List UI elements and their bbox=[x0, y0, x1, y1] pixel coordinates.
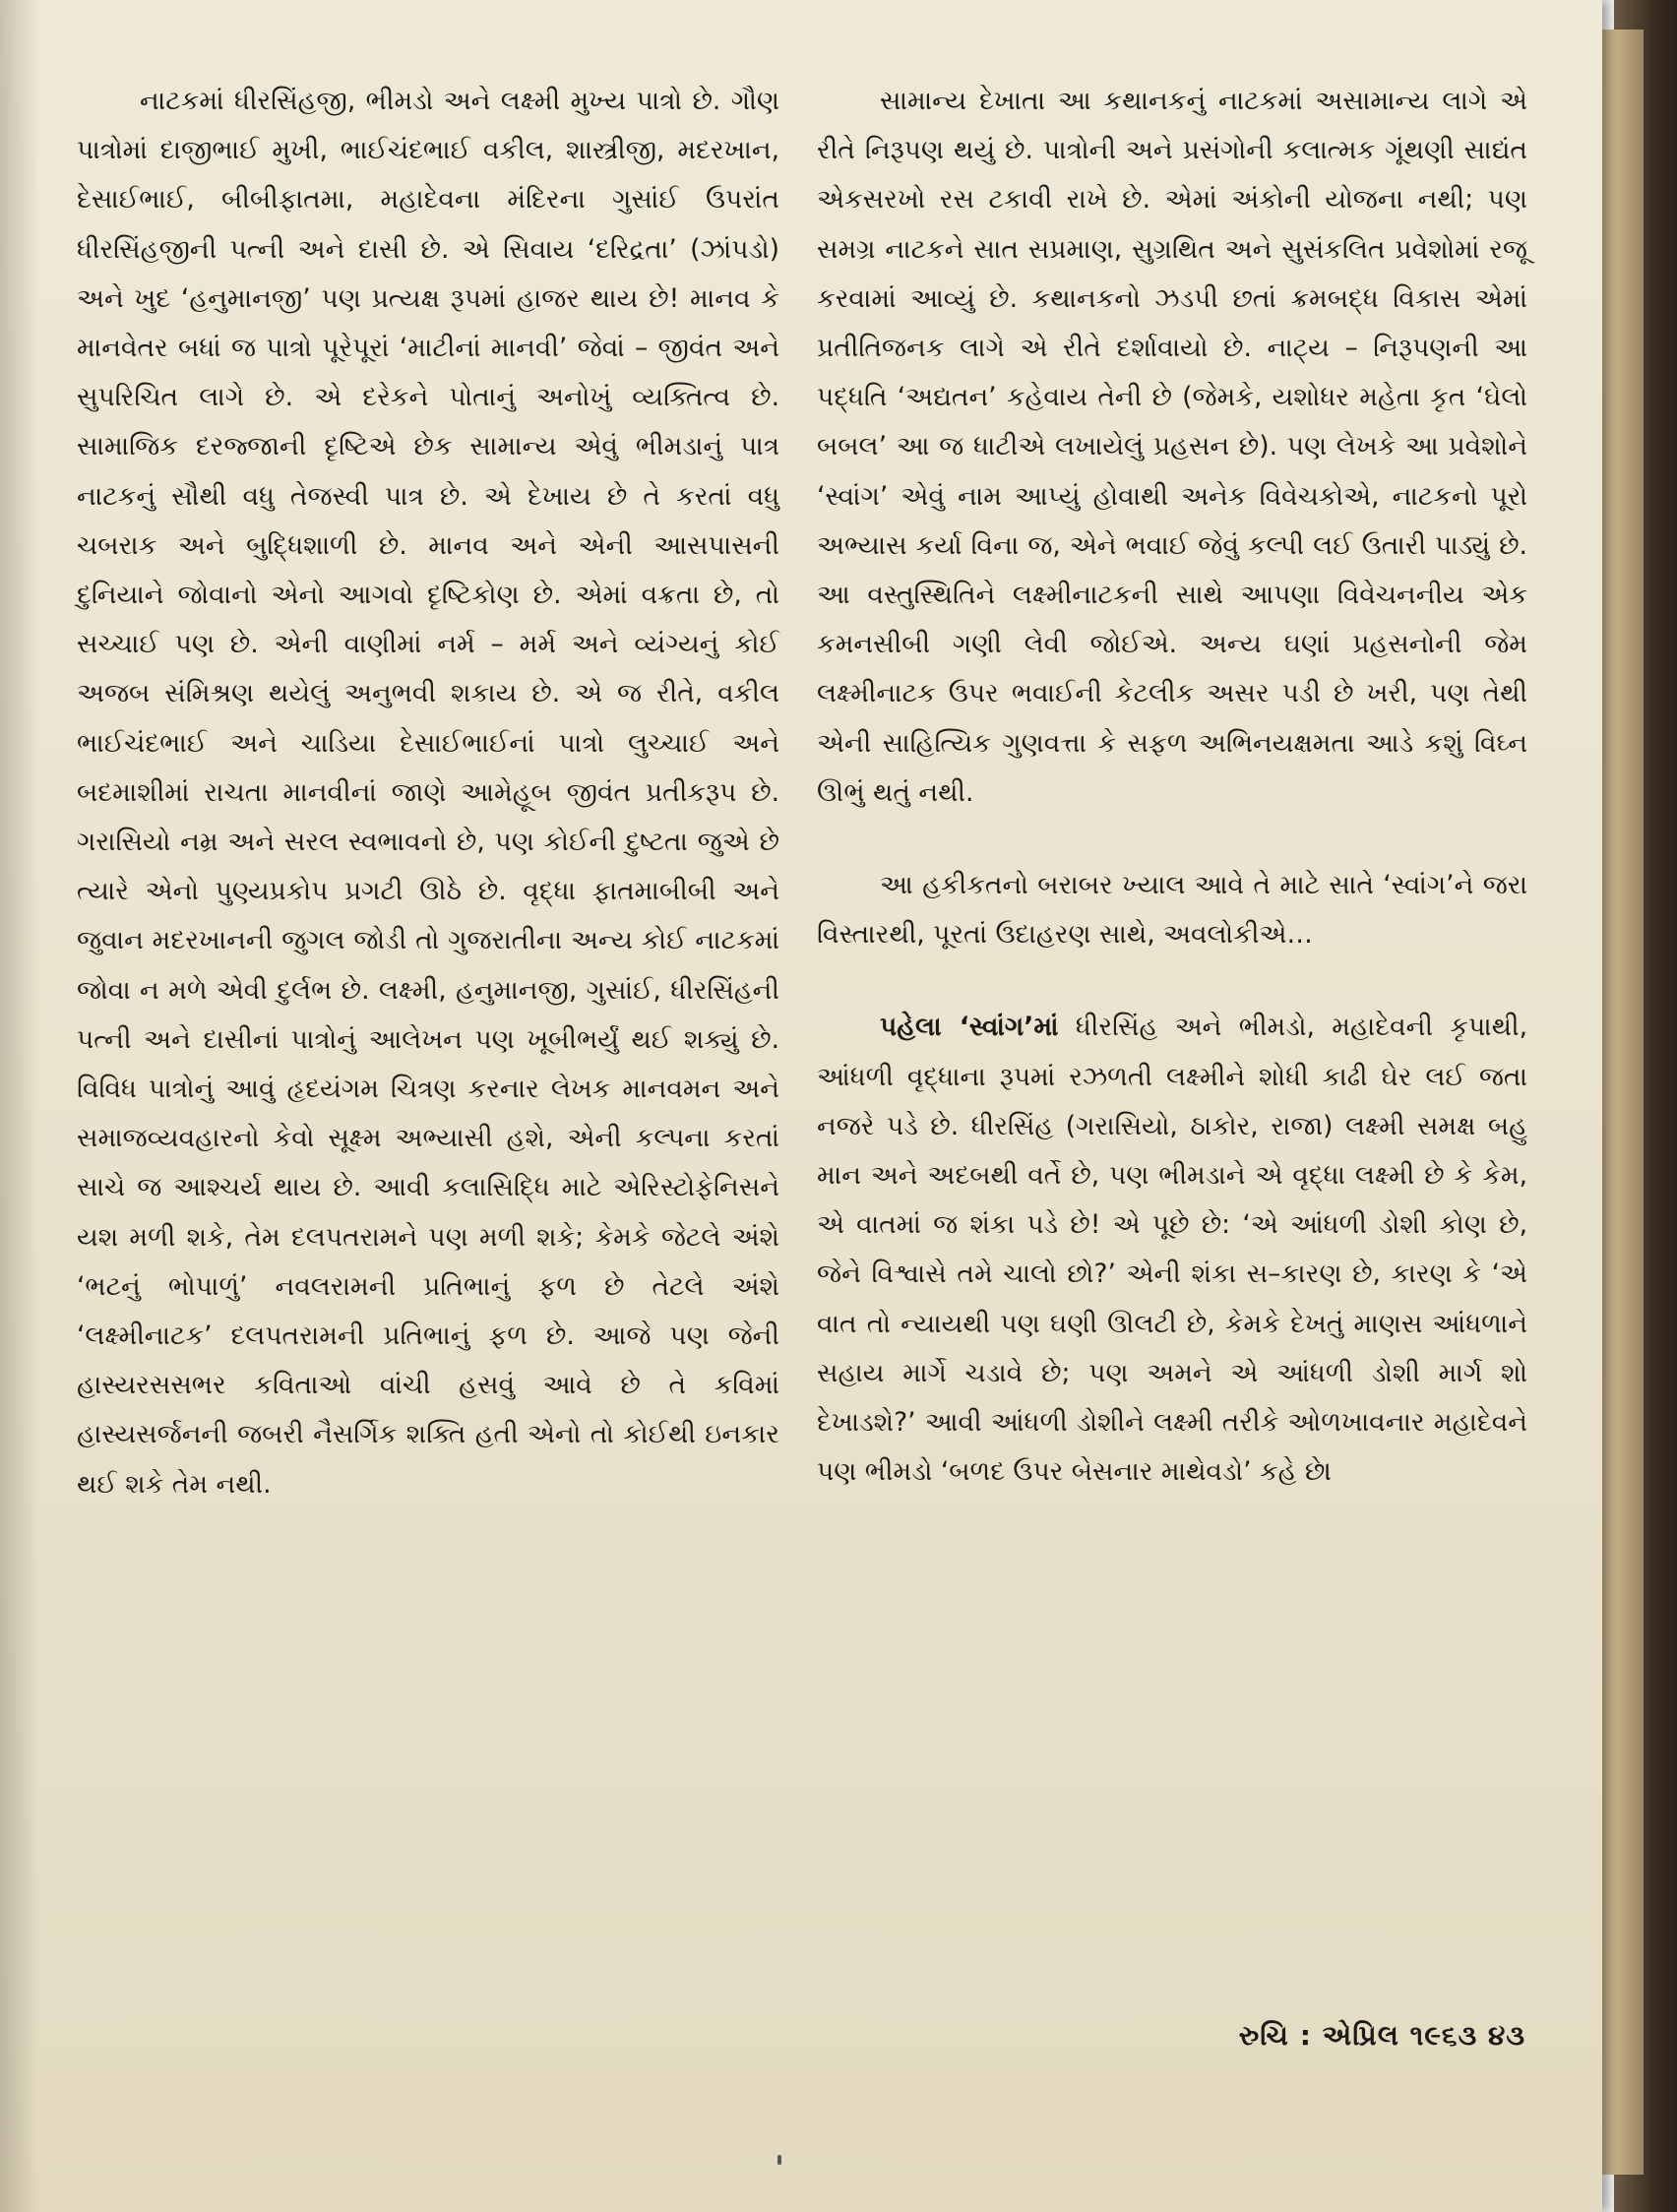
spine-shadow bbox=[0, 0, 39, 2212]
left-column bbox=[77, 77, 779, 1509]
right-column bbox=[817, 77, 1527, 1497]
right-paragraph-1: સામાન્ય દેખાતા આ કથાનકનું નાટકમાં અસામાન્ય લાગે એ રીતે નિરૂપણ થયું છે. પાત્રોની અને પ્રસંગોની કલાત્મક ગૂંથણી સાદ્યંત એકસરખો રસ ટકાવી રાખે છે. એમાં અંકોની યોજના નથી; પણ સમગ્ર નાટકને સાત સપ્રમાણ, સુગ્રથિત અને સુસંકલિત પ્રવેશોમાં રજૂ કરવામાં આવ્યું છે. કથાનકનો ઝડપી છતાં ક્રમબદ્ધ વિકાસ એમાં પ્રતીતિજનક લાગે એ રીતે દર્શાવાયો છે. નાટ્ય – નિરૂપણની આ પદ્ધતિ ‘અદ્યતન’ કહેવાય તેની છે (જેમકે, યશોધર મહેતા કૃત ‘ઘેલો બબલ’ આ જ ધાટીએ લખાયેલું પ્રહસન છે). પણ લેખકે આ પ્રવેશોને ‘સ્વાંગ’ એવું નામ આપ્યું હોવાથી અનેક વિવેચકોએ, નાટકનો પૂરો અભ્યાસ કર્યા વિના જ, એને ભવાઈ જેવું કલ્પી લઈ ઉતારી પાડ્યું છે. આ વસ્તુસ્થિતિને લક્ષ્મીનાટકની સાથે આપણા વિવેચનનીય એક કમનસીબી ગણી લેવી જોઈએ. અન્ય ઘણાં પ્રહસનોની જેમ લક્ષ્મીનાટક ઉપર ભવાઈની કેટલીક અસર પડી છે ખરી, પણ તેથી એની સાહિત્યિક ગુણવત્તા કે સફળ અભિનયક્ષમતા આડે કશું વિઘ્ન ઊભું થતું નથી. bbox=[817, 86, 1527, 808]
paragraph-gap bbox=[817, 818, 1527, 861]
right-paragraph-3-text: ધીરસિંહ અને ભીમડો, મહાદેવની કૃપાથી, આંધળી વૃદ્ધાના રૂપમાં રઝળતી લક્ષ્મીને શોધી કાઢી ઘેર લઈ જતા નજરે પડે છે. ધીરસિંહ (ગરાસિયો, ઠાકોર, રાજા) લક્ષ્મી સમક્ષ બહુ માન અને અદબથી વર્તે છે, પણ ભીમડાને એ વૃદ્ધા લક્ષ્મી છે કે કેમ, એ વાતમાં જ શંકા પડે છે! એ પૂછે છે: ‘એ આંધળી ડોશી કોણ છે, જેને વિશ્વાસે તમે ચાલો છો?’ એની શંકા સ–કારણ છે, કારણ કે ‘એ વાત તો ન્યાયથી પણ ઘણી ઊલટી છે, કેમકે દેખતું માણસ આંધળાને સહાય માર્ગે ચડાવે છે; પણ અમને એ આંધળી ડોશી માર્ગ શો દેખાડશે?’ આવી આંધળી ડોશીને લક્ષ્મી તરીકે ઓળખાવનાર મહાદેવને પણ ભીમડો ‘બળદ ઉપર બેસનાર માથેવડો’ કહે છે। bbox=[817, 1012, 1527, 1488]
svang-heading: પહેલા ‘સ્વાંગ’માં bbox=[880, 1012, 1059, 1043]
paper-speck bbox=[777, 2155, 781, 2165]
right-paragraph-3 bbox=[817, 1003, 1527, 1497]
right-paragraph-2: આ હકીકતનો બરાબર ખ્યાલ આવે તે માટે સાતે ‘સ્વાંગ’ને જરા વિસ્તારથી, પૂરતાં ઉદાહરણ સાથે, અવલોકીએ… bbox=[817, 870, 1527, 951]
page-footer: રુચિ : એપ્રિલ ૧૯૬૩ ૪૩ bbox=[1238, 2019, 1525, 2052]
paragraph-gap bbox=[817, 959, 1527, 1003]
left-paragraph-1: નાટકમાં ધીરસિંહજી, ભીમડો અને લક્ષ્મી મુખ્ય પાત્રો છે. ગૌણ પાત્રોમાં દાજીભાઈ મુખી, ભાઈચંદભાઈ વકીલ, શાસ્ત્રીજી, મદરખાન, દેસાઈભાઈ, બીબીફાતમા, મહાદેવના મંદિરના ગુસાંઈ ઉપરાંત ધીરસિંહજીની પત્ની અને દાસી છે. એ સિવાય ‘દરિદ્રતા’ (ઝાંપડો) અને ખુદ ‘હનુમાનજી’ પણ પ્રત્યક્ષ રૂપમાં હાજર થાય છે! માનવ કે માનવેતર બધાં જ પાત્રો પૂરેપૂરાં ‘માટીનાં માનવી’ જેવાં – જીવંત અને સુપરિચિત લાગે છે. એ દરેકને પોતાનું અનોખું વ્યક્તિત્વ છે. સામાજિક દરજ્જાની દૃષ્ટિએ છેક સામાન્ય એવું ભીમડાનું પાત્ર નાટકનું સૌથી વધુ તેજસ્વી પાત્ર છે. એ દેખાય છે તે કરતાં વધુ ચબરાક અને બુદ્ધિશાળી છે. માનવ અને એની આસપાસની દુનિયાને જોવાનો એનો આગવો દૃષ્ટિકોણ છે. એમાં વક્રતા છે, તો સચ્ચાઈ પણ છે. એની વાણીમાં નર્મ – મર્મ અને વ્યંગ્યનું કોઈ અજબ સંમિશ્રણ થયેલું અનુભવી શકાય છે. એ જ રીતે, વકીલ ભાઈચંદભાઈ અને ચાડિયા દેસાઈભાઈનાં પાત્રો લુચ્ચાઈ અને બદમાશીમાં રાચતા માનવીનાં જાણે આમેહૂબ જીવંત પ્રતીકરૂપ છે. ગરાસિયો નમ્ર અને સરલ સ્વભાવનો છે, પણ કોઈની દુષ્ટતા જુએ છે ત્યારે એનો પુણ્યપ્રકોપ પ્રગટી ઊઠે છે. વૃદ્ધા ફાતમાબીબી અને જુવાન મદરખાનની જુગલ જોડી તો ગુજરાતીના અન્ય કોઈ નાટકમાં જોવા ન મળે એવી દુર્લભ છે. લક્ષ્મી, હનુમાનજી, ગુસાંઈ, ધીરસિંહની પત્ની અને દાસીનાં પાત્રોનું આલેખન પણ ખૂબીભર્યું થઈ શક્યું છે. વિવિધ પાત્રોનું આવું હૃદયંગમ ચિત્રણ કરનાર લેખક માનવમન અને સમાજવ્યવહારનો કેવો સૂક્ષ્મ અભ્યાસી હશે, એની કલ્પના કરતાં સાચે જ આશ્ચર્ય થાય છે. આવી કલાસિદ્ધિ માટે એરિસ્ટોફેનિસને યશ મળી શકે, તેમ દલપતરામને પણ મળી શકે; કેમકે જેટલે અંશે ‘ભટનું ભોપાળું’ નવલરામની પ્રતિભાનું ફળ છે તેટલે અંશે ‘લક્ષ્મીનાટક’ દલપતરામની પ્રતિભાનું ફળ છે. આજે પણ જેની હાસ્યરસસભર કવિતાઓ વાંચી હસવું આવે છે તે કવિમાં હાસ્યસર્જનની જબરી નૈસર્ગિક શક્તિ હતી એનો તો કોઈથી ઇનકાર થઈ શકે તેમ નથી. bbox=[77, 86, 779, 1500]
